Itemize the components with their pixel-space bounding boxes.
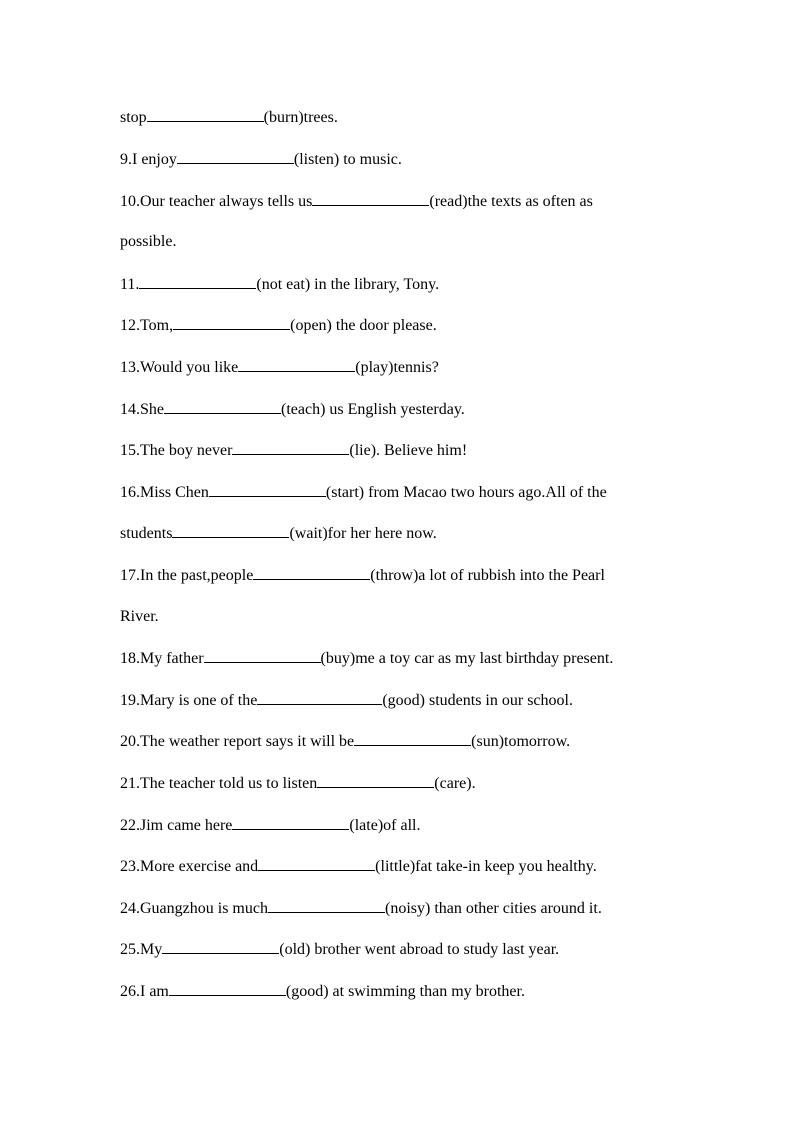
line-text-before: 21.The teacher told us to listen [120, 775, 318, 792]
line-text-before: 13.Would you like [120, 359, 239, 376]
exercise-item-16-continued [120, 523, 680, 544]
answer-blank[interactable] [173, 315, 290, 330]
line-text-after: (wait)for her here now. [289, 525, 437, 542]
answer-blank[interactable] [177, 149, 294, 164]
exercise-item-14 [120, 399, 680, 420]
line-text: River. [120, 608, 159, 625]
exercise-item-20 [120, 731, 680, 752]
line-text-after: (play)tennis? [355, 359, 439, 376]
line-text-after: (late)of all. [349, 817, 421, 834]
line-text-after: (old) brother went abroad to study last year. [279, 941, 560, 958]
line-text-before: 24.Guangzhou is much [120, 900, 268, 917]
line-text-before: 19.Mary is one of the [120, 692, 258, 709]
answer-blank[interactable] [162, 939, 279, 954]
exercise-item-26 [120, 981, 680, 1002]
line-text-before: 18.My father [120, 650, 204, 667]
exercise-item-22 [120, 815, 680, 836]
line-text-after: (teach) us English yesterday. [281, 401, 465, 418]
exercise-line-continuation [120, 107, 680, 128]
answer-blank[interactable] [204, 648, 321, 663]
exercise-item-13 [120, 357, 680, 378]
line-text-after: (burn)trees. [263, 109, 338, 126]
answer-blank[interactable] [312, 191, 429, 206]
line-text-after: (open) the door please. [290, 317, 437, 334]
exercise-item-10 [120, 191, 680, 212]
exercise-item-10-continued [120, 232, 680, 252]
line-text-after: (lie). Believe him! [349, 442, 468, 459]
exercise-item-12 [120, 315, 680, 336]
line-text-before: 22.Jim came here [120, 817, 233, 834]
exercise-item-21 [120, 773, 680, 794]
answer-blank[interactable] [258, 856, 375, 871]
answer-blank[interactable] [172, 523, 289, 538]
line-text-before: 16.Miss Chen [120, 484, 209, 501]
answer-blank[interactable] [147, 107, 264, 122]
answer-blank[interactable] [169, 981, 286, 996]
line-text-before: 23.More exercise and [120, 858, 259, 875]
answer-blank[interactable] [268, 898, 385, 913]
exercise-item-11 [120, 274, 680, 295]
line-text-after: (good) at swimming than my brother. [285, 983, 525, 1000]
line-text-before: 20.The weather report says it will be [120, 733, 355, 750]
line-text-before: stop [120, 109, 147, 126]
line-text-after: (start) from Macao two hours ago.All of the [325, 484, 607, 501]
answer-blank[interactable] [209, 482, 326, 497]
exercise-item-17-continued [120, 607, 680, 627]
line-text-after: (good) students in our school. [382, 692, 573, 709]
line-text: possible. [120, 233, 177, 250]
line-text-before: 14.She [120, 401, 164, 418]
line-text-after: (noisy) than other cities around it. [384, 900, 602, 917]
exercise-item-24 [120, 898, 680, 919]
exercise-item-23 [120, 856, 680, 877]
line-text-after: (not eat) in the library, Tony. [256, 276, 440, 293]
line-text-after: (throw)a lot of rubbish into the Pearl [370, 567, 605, 584]
line-text-after: (little)fat take-in keep you healthy. [375, 858, 597, 875]
answer-blank[interactable] [164, 399, 281, 414]
answer-blank[interactable] [317, 773, 434, 788]
line-text-after: (read)the texts as often as [429, 193, 593, 210]
answer-blank[interactable] [139, 274, 256, 289]
line-text-after: (listen) to music. [293, 151, 402, 168]
line-text-after: (care). [434, 775, 476, 792]
answer-blank[interactable] [253, 565, 370, 580]
line-text-before: 11. [120, 276, 140, 293]
line-text-before: 17.In the past,people [120, 567, 254, 584]
answer-blank[interactable] [257, 690, 382, 705]
line-text-before: 9.I enjoy [120, 151, 177, 168]
line-text-before: 25.My [120, 941, 163, 958]
answer-blank[interactable] [238, 357, 355, 372]
exercise-item-15 [120, 440, 680, 461]
line-text-before: 12.Tom, [120, 317, 174, 334]
line-text-before: students [120, 525, 173, 542]
exercise-item-18 [120, 648, 680, 669]
exercise-item-19 [120, 690, 680, 711]
line-text-after: (sun)tomorrow. [471, 733, 571, 750]
answer-blank[interactable] [232, 440, 349, 455]
line-text-before: 10.Our teacher always tells us [120, 193, 313, 210]
line-text-before: 15.The boy never [120, 442, 233, 459]
exercise-item-16 [120, 482, 680, 503]
line-text-before: 26.I am [120, 983, 169, 1000]
exercise-item-9 [120, 149, 680, 170]
line-text-after: (buy)me a toy car as my last birthday present. [320, 650, 614, 667]
answer-blank[interactable] [354, 731, 471, 746]
answer-blank[interactable] [232, 815, 349, 830]
exercise-item-17 [120, 565, 680, 586]
exercise-item-25 [120, 939, 680, 960]
